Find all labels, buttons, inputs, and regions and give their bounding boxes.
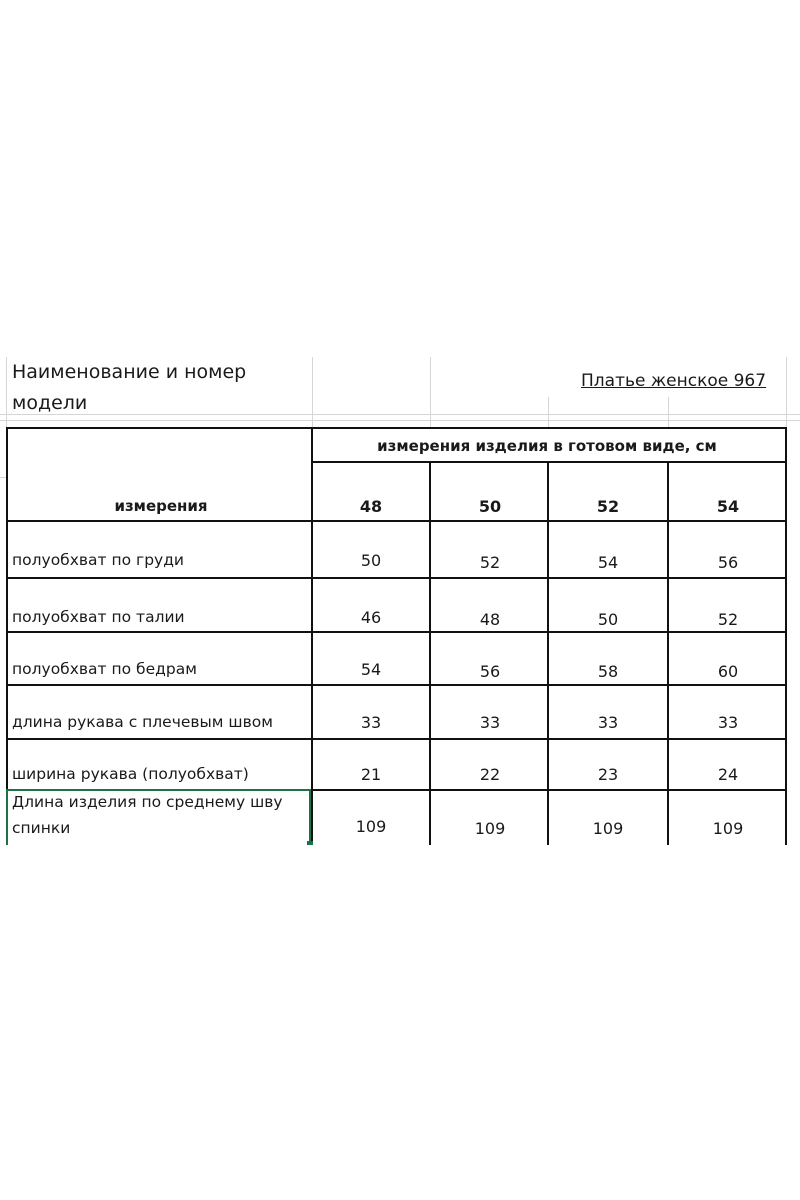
table-cell[interactable]: 50 <box>360 551 382 570</box>
table-cell[interactable]: 22 <box>479 765 501 784</box>
table-cell[interactable]: 24 <box>717 765 739 784</box>
model-title-label[interactable]: Наименование и номер модели <box>12 361 247 414</box>
table-border <box>6 427 8 845</box>
table-cell[interactable]: 33 <box>597 713 619 732</box>
row-label-waist[interactable]: полуобхват по талии <box>12 608 185 626</box>
group-header-cell[interactable]: измерения изделия в готовом виде, см <box>377 437 717 455</box>
grid-line <box>0 420 800 421</box>
size-header-50[interactable]: 50 <box>478 497 502 516</box>
table-cell[interactable]: 109 <box>712 819 744 838</box>
grid-line <box>786 357 787 427</box>
size-header-48[interactable]: 48 <box>359 497 383 516</box>
table-cell[interactable]: 33 <box>717 713 739 732</box>
fill-handle[interactable] <box>307 841 313 845</box>
table-cell[interactable]: 46 <box>360 608 382 627</box>
table-cell[interactable]: 109 <box>592 819 624 838</box>
grid-line <box>668 397 669 427</box>
table-cell[interactable]: 52 <box>479 553 501 572</box>
table-border <box>6 427 786 429</box>
table-cell[interactable]: 50 <box>597 610 619 629</box>
size-header-52[interactable]: 52 <box>596 497 620 516</box>
model-name-cell[interactable]: Платье женское 967 <box>581 371 767 391</box>
table-border <box>667 461 669 845</box>
table-border <box>547 461 549 845</box>
table-cell[interactable]: 52 <box>717 610 739 629</box>
table-cell[interactable]: 21 <box>360 765 382 784</box>
table-cell[interactable]: 56 <box>717 553 739 572</box>
row-label-back-length[interactable]: Длина изделия по среднему шву спинки <box>12 793 283 837</box>
row-label-hips[interactable]: полуобхват по бедрам <box>12 660 197 678</box>
table-cell[interactable]: 109 <box>474 819 506 838</box>
measure-header-cell[interactable]: измерения <box>114 497 208 515</box>
selected-cell-border <box>6 789 311 845</box>
table-cell[interactable]: 33 <box>360 713 382 732</box>
table-border <box>6 738 786 740</box>
row-label-sleeve-length[interactable]: длина рукава с плечевым швом <box>12 713 273 731</box>
size-header-54[interactable]: 54 <box>716 497 740 516</box>
table-cell[interactable]: 60 <box>717 662 739 681</box>
table-cell[interactable]: 109 <box>355 817 387 836</box>
table-border <box>429 461 431 845</box>
table-cell[interactable]: 23 <box>597 765 619 784</box>
grid-line <box>312 357 313 427</box>
table-cell[interactable]: 56 <box>479 662 501 681</box>
table-border <box>6 520 786 522</box>
row-label-sleeve-width[interactable]: ширина рукава (полуобхват) <box>12 765 249 783</box>
table-cell[interactable]: 58 <box>597 662 619 681</box>
table-border <box>6 631 786 633</box>
row-label-chest[interactable]: полуобхват по груди <box>12 551 184 569</box>
table-cell[interactable]: 54 <box>597 553 619 572</box>
table-border <box>6 577 786 579</box>
spreadsheet-area <box>0 357 800 845</box>
table-border <box>6 684 786 686</box>
table-cell[interactable]: 54 <box>360 660 382 679</box>
grid-line <box>548 397 549 427</box>
table-cell[interactable]: 48 <box>479 610 501 629</box>
table-border <box>312 461 786 463</box>
grid-line <box>430 357 431 427</box>
table-cell[interactable]: 33 <box>479 713 501 732</box>
